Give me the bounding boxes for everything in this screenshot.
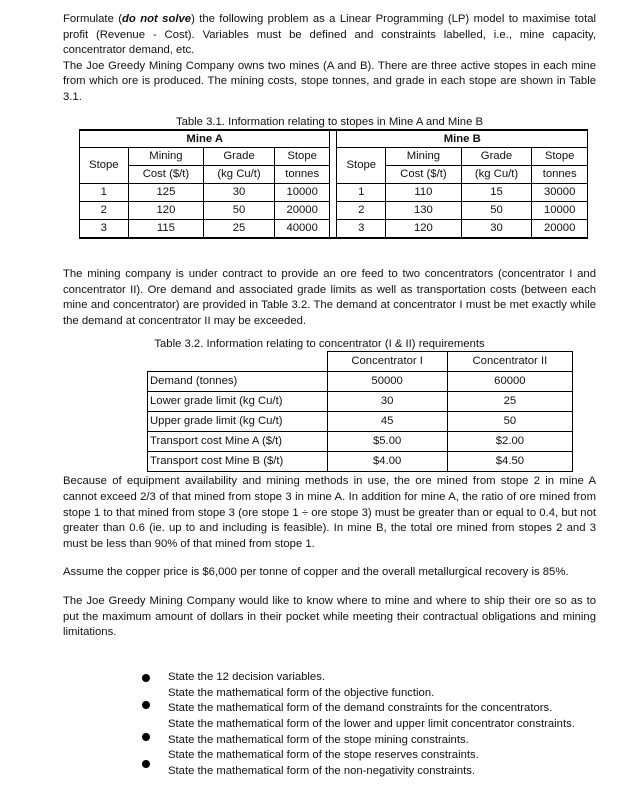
list-item: State the 12 decision variables. xyxy=(168,671,325,683)
col-header-cost: Mining xyxy=(386,148,462,166)
document-page xyxy=(63,12,596,641)
table-3-1-caption: Table 3.1. Information relating to stopes in Mine A and Mine B xyxy=(175,115,484,128)
col-header-cost-unit: Cost ($/t) xyxy=(386,166,462,184)
col-header-stope: Stope xyxy=(337,148,386,184)
task-list xyxy=(168,670,575,780)
table-row: Upper grade limit (kg Cu/t) 45 50 xyxy=(148,412,573,432)
col-header-tonnes-unit: tonnes xyxy=(274,166,330,184)
table-row: 3 115 25 40000 3 120 30 20000 xyxy=(80,220,588,239)
table-row: Demand (tonnes) 50000 60000 xyxy=(148,372,573,392)
col-header-cost: Mining xyxy=(128,148,204,166)
table-row: 1 125 30 10000 1 110 15 30000 xyxy=(80,184,588,202)
list-item: State the mathematical form of the objective function. xyxy=(168,686,435,699)
list-item: State the mathematical form of the stope reserves constraints. xyxy=(168,749,479,762)
list-item: State the mathematical form of the demand constraints for the concentrators. xyxy=(168,702,553,715)
table-3-1 xyxy=(79,129,588,240)
intro-paragraph-2: The Joe Greedy Mining Company owns two mines (A and B). There are three active stopes in each mine from which ore is produced. The mining costs, stope tonnes, and grade in each stope are shown in Table 3.1. xyxy=(63,59,596,103)
col-header-cost-unit: Cost ($/t) xyxy=(128,166,204,184)
bullet-icon xyxy=(142,701,150,709)
col-header-stope: Stope xyxy=(80,148,129,184)
copper-price-paragraph: Assume the copper price is $6,000 per tonne of copper and the overall metallurgical recovery is 85%. xyxy=(63,566,569,579)
table-row: 2 120 50 20000 2 130 50 10000 xyxy=(80,202,588,220)
col-header-grade: Grade xyxy=(204,148,275,166)
bullet-icon xyxy=(142,733,150,741)
intro-paragraph-1: Formulate (do not solve) the following problem as a Linear Programming (LP) model to maximise total profit (Revenue - Cost). Variables must be defined and constraints labelled, i.e., mine capacity, concentrator demand, etc. xyxy=(63,13,596,57)
bullet-icon xyxy=(142,760,150,768)
col-header-grade-unit: (kg Cu/t) xyxy=(204,166,275,184)
constraints-paragraph: Because of equipment availability and mining methods in use, the ore mined from stope 2 in mine A cannot exceed 2/3 of that mined from stope 3 in mine A. In addition for mine A, the ratio of ore mined from stope 1 to that mined from stope 3 (ore stope 1 ÷ ore stope 3) must be greater than or equal to 0.4, but not greater than 0.6 (ie. up to and including is feasible). In mine B, the total ore mined from stopes 2 and 3 must be less than 90% of that mined from stope 1. xyxy=(63,475,596,550)
table-row: Lower grade limit (kg Cu/t) 30 25 xyxy=(148,392,573,412)
mine-a-header: Mine A xyxy=(80,130,330,148)
col-header-grade-unit: (kg Cu/t) xyxy=(461,166,532,184)
table-row: Transport cost Mine A ($/t) $5.00 $2.00 xyxy=(148,432,573,452)
col-header-tonnes-unit: tonnes xyxy=(532,166,588,184)
objective-paragraph: The Joe Greedy Mining Company would like to know where to mine and where to ship their ore so as to put the maximum amount of dollars in their pocket while meeting their contractual obligations and mining limitations. xyxy=(63,595,596,639)
col-header-grade: Grade xyxy=(461,148,532,166)
table-row: Transport cost Mine B ($/t) $4.00 $4.50 xyxy=(148,452,573,472)
concentrator-1-header: Concentrator I xyxy=(327,352,447,372)
table-3-2-caption: Table 3.2. Information relating to concentrator (I & II) requirements xyxy=(154,338,485,351)
contract-paragraph: The mining company is under contract to provide an ore feed to two concentrators (concentrator I and concentrator II). Ore demand and associated grade limits as well as transportation costs (between each mine and concentrator) are provided in Table 3.2. The demand at concentrator I must be met exactly while the demand at concentrator II may be exceeded. xyxy=(63,268,596,327)
bullet-icon xyxy=(142,674,150,682)
do-not-solve-emphasis: do not solve xyxy=(122,13,192,25)
col-header-tonnes: Stope xyxy=(532,148,588,166)
table-3-2 xyxy=(147,351,573,472)
mine-b-header: Mine B xyxy=(337,130,588,148)
list-item: State the mathematical form of the lower and upper limit concentrator constraints. xyxy=(168,718,575,731)
concentrator-2-header: Concentrator II xyxy=(447,352,572,372)
list-item: State the mathematical form of the stope mining constraints. xyxy=(168,733,469,746)
col-header-tonnes: Stope xyxy=(274,148,330,166)
list-item: State the mathematical form of the non-negativity constraints. xyxy=(168,765,476,778)
